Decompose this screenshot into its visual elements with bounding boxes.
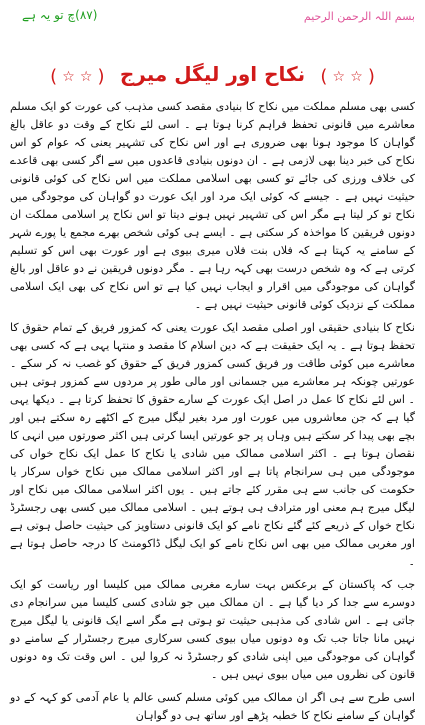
bismillah: بسم اللہ الرحمن الرحیم xyxy=(303,10,415,23)
star-icon: ☆ xyxy=(332,68,346,85)
header-row xyxy=(10,6,415,30)
page-title: نکاح اور لیگل میرج xyxy=(119,62,306,86)
star-icon: ☆ xyxy=(350,68,363,85)
paragraph-3: جب کہ پاکستان کے برعکس بہت سارے مغربی ممالک میں کلیسا اور ریاست کو ایک دوسرے سے جدا کر دیا گیا ہے ۔ ان ممالک میں جو شادی کسی کلیسا میں سرانجام دی جاتی ہے ۔ اس شادی کی مذہبی حیثیت تو ہوتی ہے مگر اسے ایک قانونی یا لیگل میرج نہیں مانا جاتا جب تک وہ دونوں میاں بیوی کسی سرکاری میرج رجسٹرار کے سامنے دو گواہان کی موجودگی میں اپنی شادی کو رجسٹرڈ نہ کروا لیں ۔ اس وقت تک وہ دونوں قانون کی نظروں میں میاں بیوی نہیں ہیں ۔ xyxy=(10,578,415,681)
ornament-paren-right: ) xyxy=(367,66,375,87)
page-reference: (۸۷)چ تو یہ ہے xyxy=(22,8,98,22)
title-row xyxy=(0,62,425,92)
star-icon: ☆ xyxy=(79,68,93,85)
ornament-paren-left: ( xyxy=(50,66,58,87)
ornament-paren-left: ( xyxy=(320,66,328,87)
ornament-paren-right: ) xyxy=(97,66,105,87)
star-icon: ☆ xyxy=(62,68,75,85)
paragraph-1: کسی بھی مسلم مملکت میں نکاح کا بنیادی مقصد کسی مذہب کی عورت کو ایک مسلم معاشرے میں قانونی تحفظ فراہم کرنا ہوتا ہے ۔ اسی لئے نکاح کے وقت دو عاقل بالغ گواہان کا موجود ہونا بھی ضروری ہے اور اس نکاح کی تشہیر یعنی کہ عوام کو اس نکاح کی خبر دینا بھی لازمی ہے ۔ ان دونوں بنیادی قاعدوں میں سے اگر کسی بھی قاعدے کی خلاف ورزی کی جائے تو کسی بھی اسلامی مملکت میں اس نکاح کی کوئی قانونی حیثیت نہیں ہے ۔ جیسے کہ کوئی ایک مرد اور ایک عورت دو گواہان کی موجودگی میں نکاح تو کر لیتا ہے مگر اس کی تشہیر نہیں ہونے دیتا تو اس نکاح پر اسلامی مملکت ان دونوں فریقین کا مواخذہ کر سکتی ہے ۔ ایسے ہی کوئی شخص بھرے مجمع یا پورے شہر کے سامنے یہ کہتا ہے کہ فلاں بنت فلاں میری بیوی ہے اور عورت بھی اس کو تسلیم کرتی ہے کہ وہ شخص درست بھی کہہ رہا ہے ۔ مگر دونوں فریقین نے دو عاقل اور بالغ گواہان کی موجودگی میں اقرار و ایجاب نہیں کیا ہے تو اس نکاح کی بھی ایک اسلامی مملکت کے نزدیک کوئی قانونی حیثیت نہیں ہے ۔ xyxy=(10,100,415,311)
paragraph-4: اسی طرح سے ہی اگر ان ممالک میں کوئی مسلم کسی عالم یا عام آدمی کو کہہ کے دو گواہان کے سامنے نکاح کا خطبہ پڑھے اور ساتھ ہی دو گواہان xyxy=(10,691,415,722)
paragraph-2: نکاح کا بنیادی حقیقی اور اصلی مقصد ایک عورت یعنی کہ کمزور فریق کے تمام حقوق کا تحفظ ہوتا ہے ۔ یہ ایک حقیقت ہے کہ دین اسلام کا مقصد و منتہا یہی ہے کہ کسی بھی معاشرے میں کوئی طاقت ور فریق کسی کمزور فریق کے حقوق کو غصب نہ کر سکے ۔ عورتیں چونکہ ہر معاشرے میں جسمانی اور مالی طور پر مردوں سے کمزور ہوتی ہیں ۔ اس لئے نکاح کا عمل در اصل ایک عورت کے سارے حقوق کا تحفظ کرتا ہے ۔ دیکھا یہی گیا ہے کہ جن معاشروں میں عورت اور مرد بغیر لیگل میرج کے اکٹھے رہ سکتے ہیں اور بچے بھی پیدا کر سکتے ہیں وہاں پر جو عورتیں ایسا کرتی ہیں اکثر صورتوں میں انہی کا نقصان ہوتا ہے ۔ اکثر اسلامی ممالک میں شادی یا نکاح کا عمل ایک نکاح خواں کی موجودگی میں ہی سرانجام پاتا ہے اور اکثر اسلامی ممالک میں نکاح خواں سرکار یا حکومت کی جانب سے ہی مقرر کئے جاتے ہیں ۔ یوں اکثر اسلامی ممالک میں نکاح اور لیگل میرج ہم معنی اور مترادف ہی ہوتے ہیں ۔ اسلامی ممالک میں کسی بھی رجسٹرڈ نکاح خواں کے ذریعے کئے گئے نکاح نامے کو ایک قانونی دستاویز کی حیثیت حاصل ہوتی ہے اور مغربی ممالک میں بھی اس نکاح نامے کو ایک لیگل ڈاکومنٹ کا درجہ حاصل ہوتا ہے ۔ xyxy=(10,321,415,568)
article-body xyxy=(10,98,415,722)
